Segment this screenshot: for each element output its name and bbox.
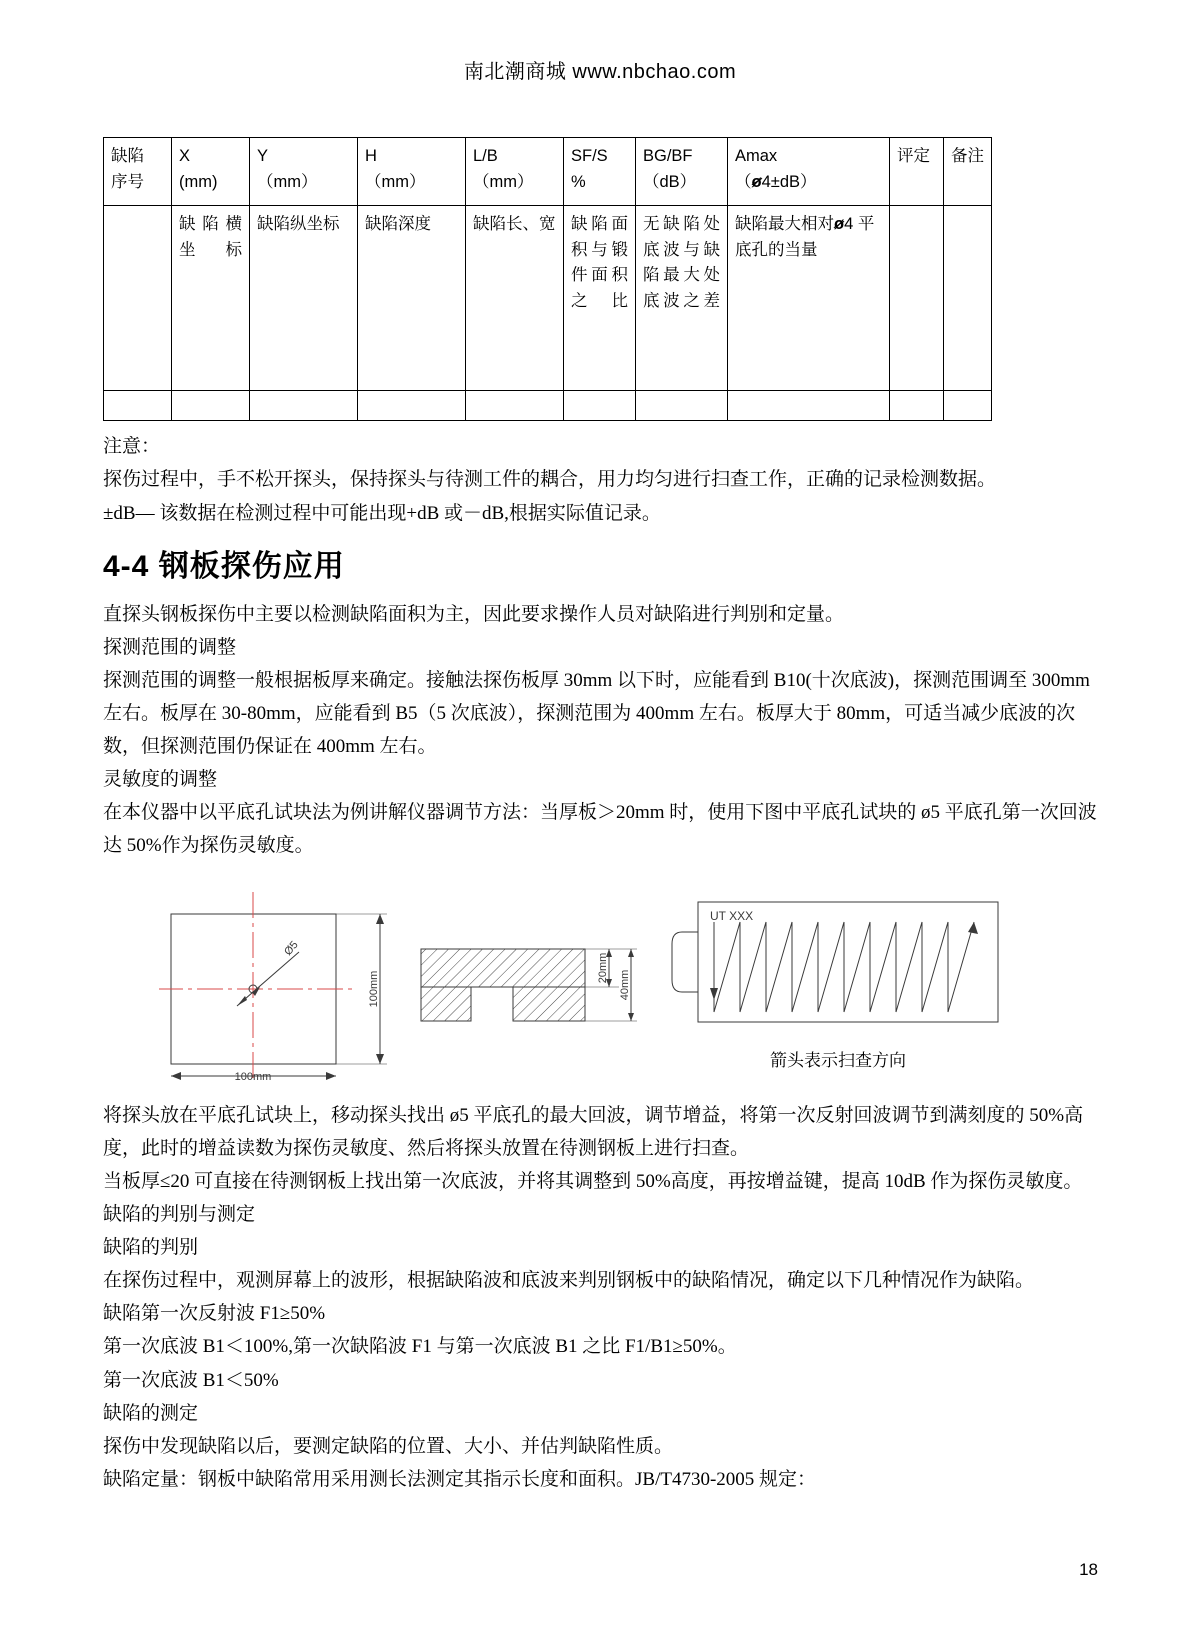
notes-block xyxy=(103,430,1100,530)
table-header-row xyxy=(104,138,992,206)
notes-title: 注意： xyxy=(103,436,161,457)
desc-cell-amax xyxy=(728,206,890,391)
paragraph: 探伤中发现缺陷以后，要测定缺陷的位置、大小、并估判缺陷性质。 xyxy=(103,1435,674,1457)
table-header-cell-x xyxy=(172,138,250,206)
empty-cell[interactable] xyxy=(358,391,466,421)
paragraph: 第一次底波 B1＜100%,第一次缺陷波 F1 与第一次底波 B1 之比 F1/B1≥50%。 xyxy=(103,1336,737,1358)
section-outer-dimension-label: 40mm xyxy=(619,969,631,1001)
site-header: 南北潮商城 www.nbchao.com xyxy=(463,61,737,83)
table-header-cell-bgbf xyxy=(636,138,728,206)
notes-line-2: ±dB— 该数据在检测过程中可能出现+dB 或－dB,根据实际值记录。 xyxy=(103,502,661,524)
header-line1: BG/BF xyxy=(643,147,693,165)
header-line2: （dB） xyxy=(643,172,697,191)
empty-cell[interactable] xyxy=(890,391,944,421)
paragraph: 在本仪器中以平底孔试块法为例讲解仪器调节方法：当厚板＞20mm 时，使用下图中平底孔试块的 ø5 平底孔第一次回波达 50%作为探伤灵敏度。 xyxy=(103,802,1097,857)
desc-cell-y: 缺陷纵坐标 xyxy=(250,206,358,391)
header-line1: Amax xyxy=(735,147,778,165)
empty-cell[interactable] xyxy=(172,391,250,421)
notes-line-1: 探伤过程中，手不松开探头，保持探头与待测工件的耦合，用力均匀进行扫查工作，正确的记录检测数据。 xyxy=(103,469,997,491)
header-line2: （ø4±dB） xyxy=(735,170,882,196)
table-header-cell-lb xyxy=(466,138,564,206)
table-header-cell-defect-no xyxy=(104,138,172,206)
figure-1-svg xyxy=(159,884,419,1084)
empty-cell[interactable] xyxy=(250,391,358,421)
page-number: 18 xyxy=(1079,1560,1098,1579)
hole-diameter-label: Ø5 xyxy=(282,939,301,959)
empty-cell[interactable] xyxy=(466,391,564,421)
header-line1: L/B xyxy=(473,147,498,165)
header-line2: % xyxy=(571,172,586,191)
figure-scan-pattern xyxy=(668,892,1008,1071)
section-paragraphs xyxy=(103,598,1100,862)
table-description-row xyxy=(104,206,992,391)
table-header-cell-evaluation xyxy=(890,138,944,206)
header-line1: SF/S xyxy=(571,147,608,165)
figure-test-block-section xyxy=(413,939,663,1074)
paragraph: 缺陷定量：钢板中缺陷常用采用测长法测定其指示长度和面积。JB/T4730-2005 规定： xyxy=(103,1468,817,1490)
section-inner-dimension-label: 20mm xyxy=(597,952,609,984)
header-line1: H xyxy=(365,147,377,165)
desc-cell-evaluation xyxy=(890,206,944,391)
paragraph: 在探伤过程中，观测屏幕上的波形，根据缺陷波和底波来判别钢板中的缺陷情况，确定以下几种情况作为缺陷。 xyxy=(103,1270,1035,1292)
amax-desc-post: 4 平底孔的当量 xyxy=(735,215,875,259)
paragraph: 缺陷的判别 xyxy=(103,1237,199,1259)
figure-2-svg xyxy=(413,939,663,1069)
header-line2: （mm） xyxy=(257,172,318,191)
paragraph: 缺陷的测定 xyxy=(103,1402,199,1424)
table-header-cell-remark xyxy=(944,138,992,206)
desc-cell-lb: 缺陷长、宽 xyxy=(466,206,564,391)
diameter-symbol-icon: ø xyxy=(834,212,844,238)
paragraph: 缺陷第一次反射波 F1≥50% xyxy=(103,1303,326,1325)
header-line1: 缺陷 xyxy=(111,147,144,165)
paragraph: 第一次底波 B1＜50% xyxy=(103,1369,279,1391)
figure-test-block-plan xyxy=(159,884,419,1089)
desc-cell-defect-no xyxy=(104,206,172,391)
table-header-cell-sfs xyxy=(564,138,636,206)
table-header-cell-h xyxy=(358,138,466,206)
section-heading: 4-4 钢板探伤应用 xyxy=(103,549,345,583)
tail-paragraphs xyxy=(103,1099,1100,1496)
figure-3-caption: 箭头表示扫查方向 xyxy=(770,1051,906,1071)
header-line2: 序号 xyxy=(111,172,144,191)
header-line2: （mm） xyxy=(473,172,534,191)
table-header-cell-y xyxy=(250,138,358,206)
paragraph: 灵敏度的调整 xyxy=(103,768,218,790)
content-column xyxy=(103,137,1100,1496)
desc-cell-x: 缺陷横坐标 xyxy=(172,206,250,391)
paragraph: 直探头钢板探伤中主要以检测缺陷面积为主，因此要求操作人员对缺陷进行判别和定量。 xyxy=(103,603,845,625)
empty-cell[interactable] xyxy=(728,391,890,421)
empty-cell[interactable] xyxy=(944,391,992,421)
instrument-screen-label: UT XXX xyxy=(710,909,754,924)
empty-cell[interactable] xyxy=(636,391,728,421)
empty-cell[interactable] xyxy=(564,391,636,421)
amax-desc-pre: 缺陷最大相对 xyxy=(735,215,834,233)
header-line2: （mm） xyxy=(365,172,426,191)
table-empty-row xyxy=(104,391,992,421)
paragraph: 探测范围的调整 xyxy=(103,636,237,658)
empty-cell[interactable] xyxy=(104,391,172,421)
paragraph: 缺陷的判别与测定 xyxy=(103,1204,256,1226)
header-line1: X xyxy=(179,147,191,165)
table-header-cell-amax xyxy=(728,138,890,206)
header-line1: Y xyxy=(257,147,269,165)
horizontal-dimension-label: 100mm xyxy=(234,1071,272,1084)
paragraph: 将探头放在平底孔试块上，移动探头找出 ø5 平底孔的最大回波，调节增益，将第一次反射回波调节到满刻度的 50%高度，此时的增益读数为探伤灵敏度、然后将探头放置在待测钢板上进行扫查。 xyxy=(103,1105,1084,1160)
paragraph: 当板厚≤20 可直接在待测钢板上找出第一次底波，并将其调整到 50%高度，再按增益键，提高 10dB 作为探伤灵敏度。 xyxy=(103,1171,1083,1193)
desc-cell-h: 缺陷深度 xyxy=(358,206,466,391)
header-line2: (mm) xyxy=(179,172,218,191)
paragraph: 探测范围的调整一般根据板厚来确定。接触法探伤板厚 30mm 以下时，应能看到 B10(十次底波)，探测范围调至 300mm 左右。板厚在 30-80mm，应能看到 B5（5 次底波），探测范围为 400mm 左右。板厚大于 80mm，可适当减少底波的次数，但探测范围仍保证在 400mm 左右。 xyxy=(103,669,1090,757)
diameter-symbol-icon: ø xyxy=(752,170,762,196)
defect-record-table xyxy=(103,137,992,421)
header-line1: 备注 xyxy=(951,147,984,165)
vertical-dimension-label: 100mm xyxy=(368,970,380,1008)
figure-group xyxy=(103,884,1100,1099)
desc-cell-remark xyxy=(944,206,992,391)
figure-3-svg xyxy=(668,892,1008,1047)
desc-cell-bgbf: 无缺陷处底波与缺陷最大处底波之差 xyxy=(636,206,728,391)
desc-cell-sfs: 缺陷面积与锻件面积之比 xyxy=(564,206,636,391)
header-line1: 评定 xyxy=(897,147,930,165)
